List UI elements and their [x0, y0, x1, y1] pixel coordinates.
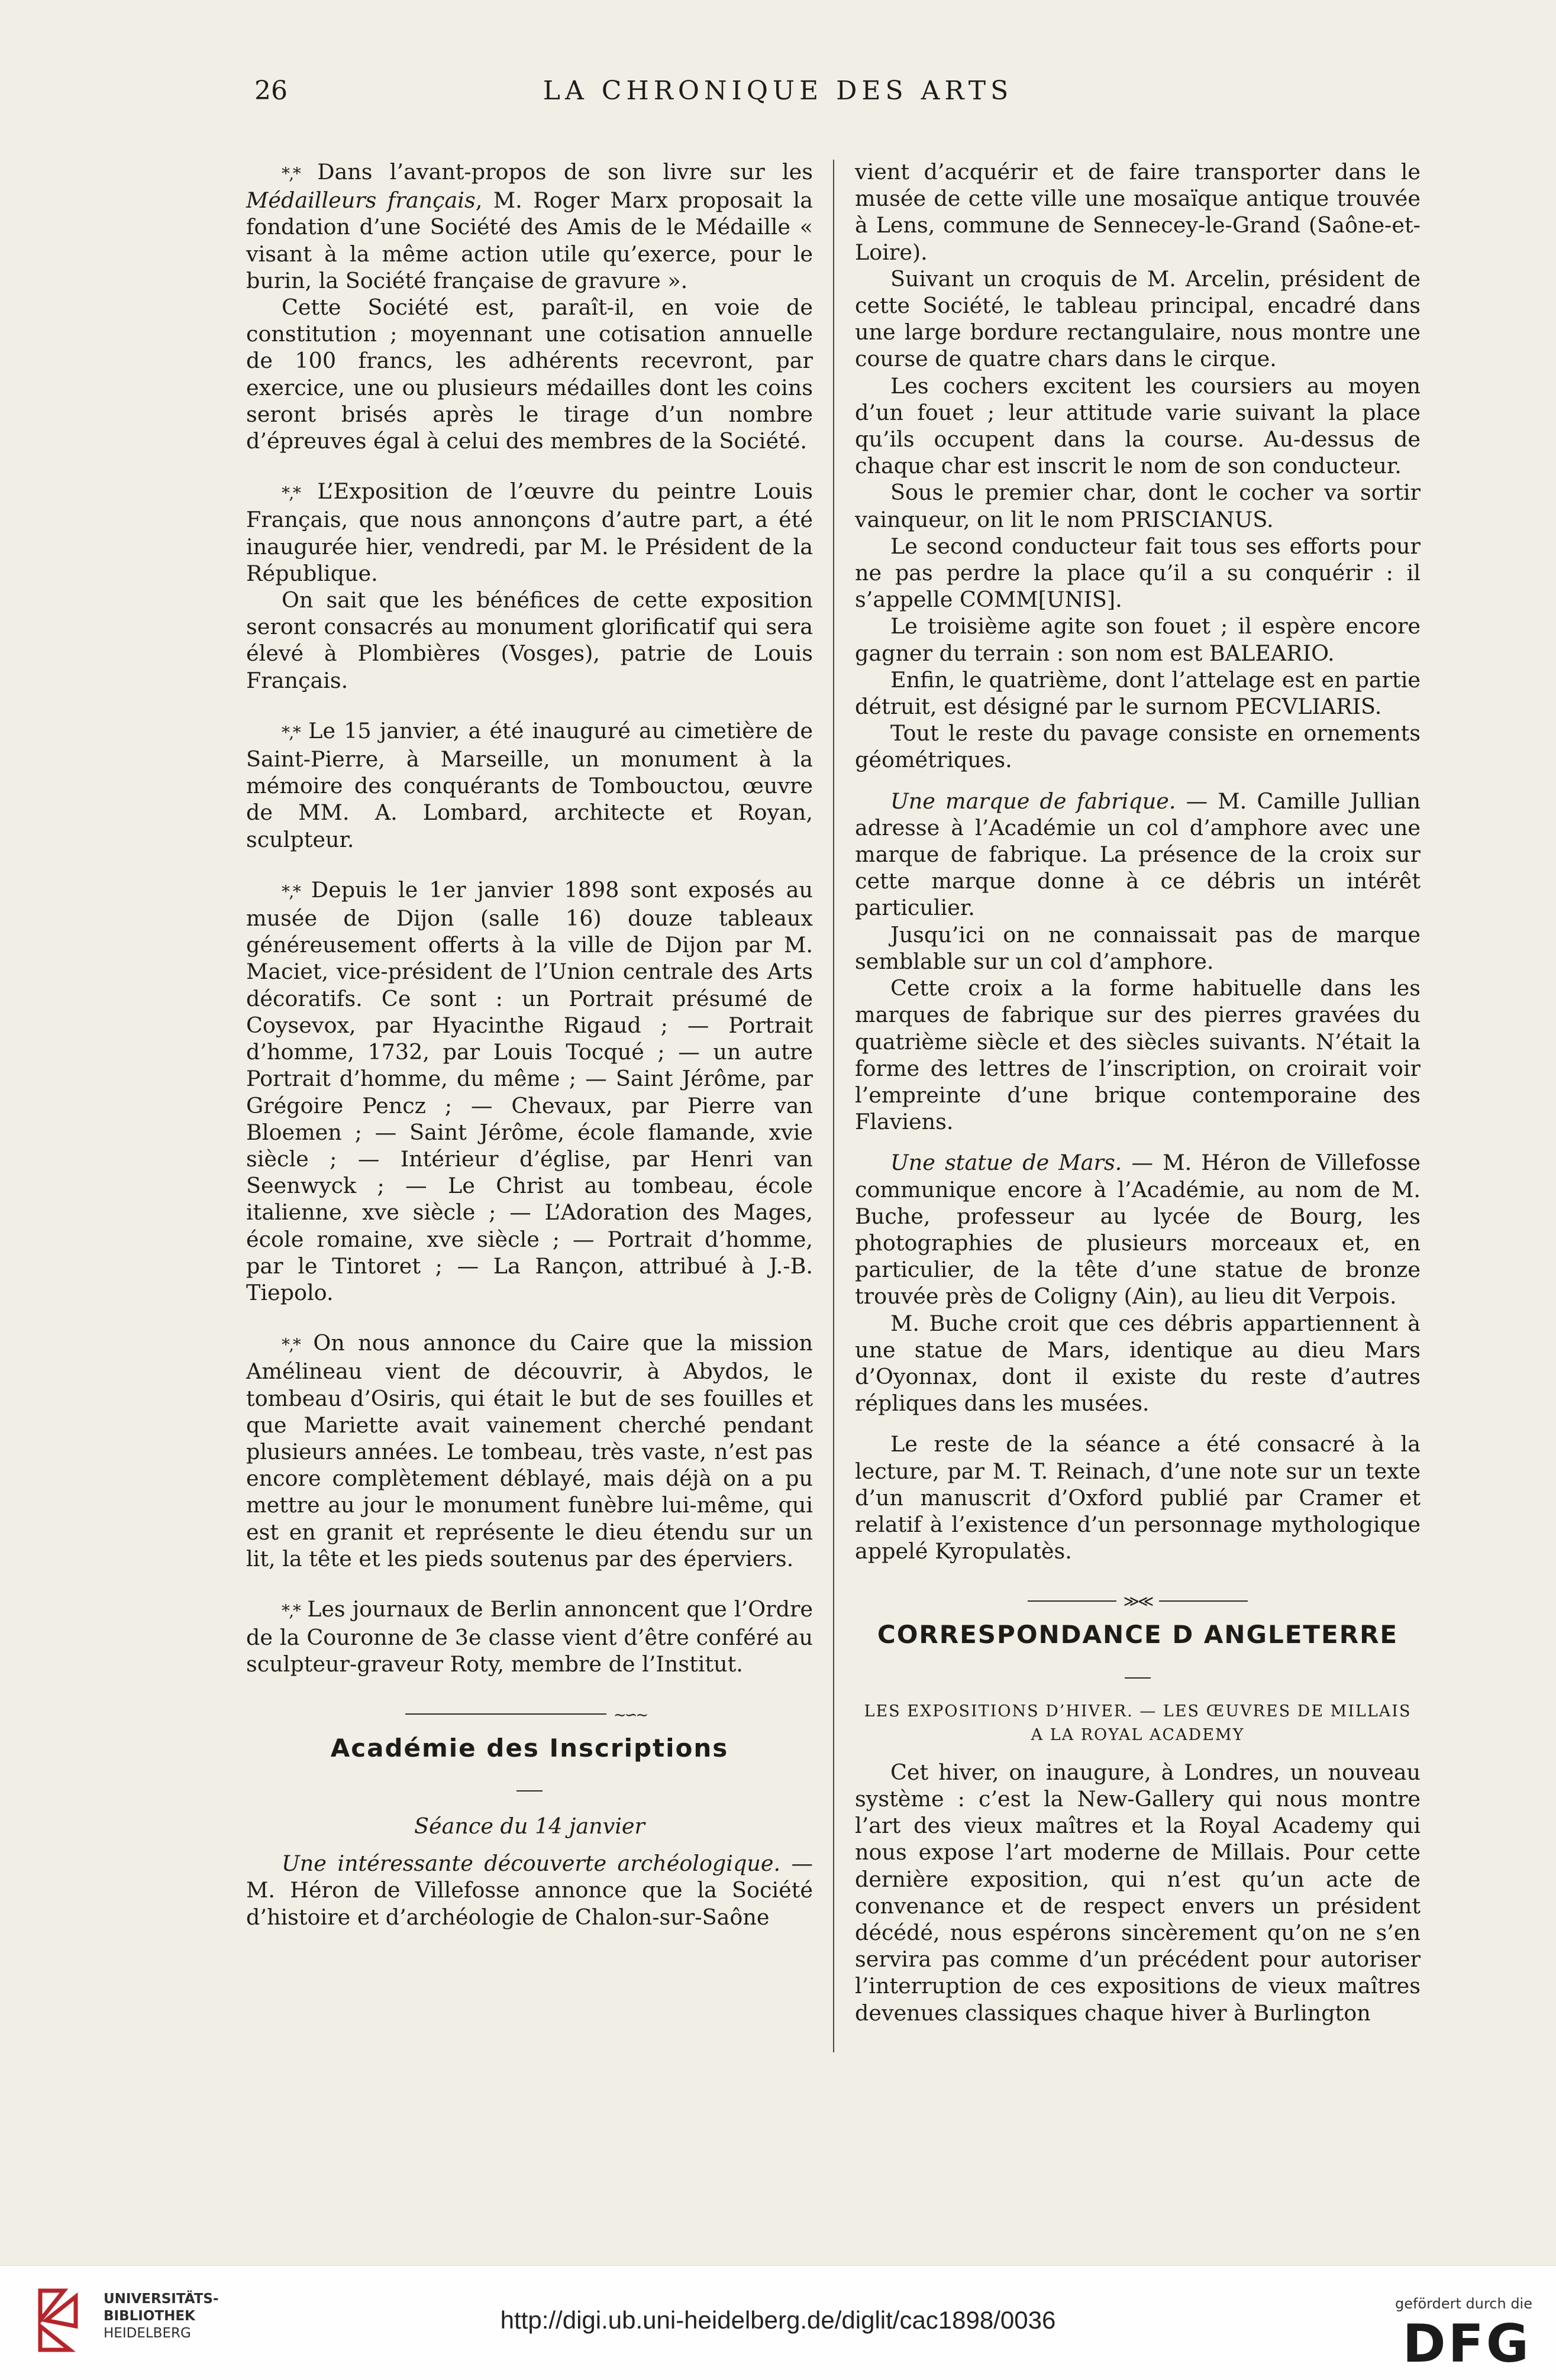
permalink-url[interactable]: http://digi.ub.uni-heidelberg.de/diglit/cac1898/0036 [500, 2306, 1056, 2334]
news-item: Sous le premier char, dont le cocher va sortir vainqueur, on lit le nom PRISCIANUS. [855, 480, 1421, 532]
asterism-icon: *‚* [282, 722, 300, 742]
asterism-icon: *‚* [282, 483, 300, 503]
news-item: *‚* Les journaux de Berlin annoncent que l’Ordre de la Couronne de 3e classe vient d’être conféré au sculpteur-graveur Roty, membre de l’Institut. [246, 1596, 813, 1677]
asterism-icon: *‚* [282, 1335, 300, 1355]
news-item: Jusqu’ici on ne connaissait pas de marque semblable sur un col d’amphore. [855, 921, 1421, 974]
asterism-icon: *‚* [282, 1600, 300, 1621]
news-item: Cet hiver, on inaugure, à Londres, un nouveau système : c’est la New-Gallery qui nous montre l’art des vieux maîtres et la Royal Academy qui nous expose l’art moderne de Millais. Pour cette dernière exposition, qui n’est qu’un acte de convenance et de respect envers un président décédé, nous espérons sincèrement qu’on ne s’en servira pas comme d’un précédent pour autoriser l’interruption de ces expositions de vieux maîtres devenues classiques chaque hiver à Burlington [855, 1759, 1421, 2026]
funded-by-label: gefördert durch die [1395, 2295, 1532, 2312]
ornament-divider: ≫≪ [855, 1586, 1421, 1603]
news-item: Une statue de Mars. — M. Héron de Villefosse communique encore à l’Académie, au nom de M. Buche, professeur au lycée de Bourg, les photographies de plusieurs morceaux et, en particulier, de la tête d’une statue de bronze trouvée près de Coligny (Ain), au lieu dit Verpois. [855, 1150, 1421, 1309]
section-title: Académie des Inscriptions [330, 1733, 729, 1763]
right-column [855, 159, 1421, 2026]
news-item: *‚* Le 15 janvier, a été inauguré au cimetière de Saint-Pierre, à Marseille, un monument à la mémoire des conquérants de Tombouctou, œuvre de MM. A. Lombard, architecte et Royan, sculpteur. [246, 717, 813, 852]
item-title: Une marque de fabrique. [890, 788, 1176, 814]
page-header [254, 76, 1302, 111]
news-item: On sait que les bénéfices de cette exposition seront consacrés au monument glorificatif qui sera élevé à Plombières (Vosges), patrie de Louis Français. [246, 587, 813, 693]
item-title: Une statue de Mars. [890, 1150, 1122, 1176]
left-column [246, 159, 813, 1930]
session-date: Séance du 14 janvier [414, 1813, 645, 1839]
asterism-icon: *‚* [282, 164, 300, 183]
news-item: Cette croix a la forme habituelle dans les marques de fabrique sur des pierres gravées du quatrième siècle et des siècles suivants. N’était la forme des lettres de l’inscription, on croirait voir l’empreinte d’une brique contemporaine des Flaviens. [855, 975, 1421, 1135]
short-rule [855, 1658, 1421, 1684]
asterism-icon: *‚* [282, 881, 300, 901]
item-title: Une intéressante découverte archéologique. [282, 1851, 781, 1877]
news-item: *‚* Dans l’avant-propos de son livre sur les Médailleurs français, M. Roger Marx proposait la fondation d’une Société des Amis de le Médaille « visant à la même action utile qu’exerce, pour le burin, la Société française de gravure ». [246, 159, 813, 293]
news-item: Enfin, le quatrième, dont l’attelage est en partie détruit, est désigné par le surnom PECVLIARIS. [855, 667, 1421, 720]
section-title: CORRESPONDANCE D ANGLETERRE [877, 1620, 1399, 1650]
news-item: M. Buche croit que ces débris appartiennent à une statue de Mars, identique au dieu Mars d’Oyonnax, dont il existe du reste d’autres répliques dans les musées. [855, 1310, 1421, 1417]
news-item: *‚* L’Exposition de l’œuvre du peintre Louis Français, que nous annonçons d’autre part, a été inaugurée hier, vendredi, par M. le Président de la République. [246, 478, 813, 586]
news-item: Une marque de fabrique. — M. Camille Jullian adresse à l’Académie un col d’amphore avec une marque de fabrique. La présence de la croix sur cette marque donne à ce débris un intérêt particulier. [855, 788, 1421, 921]
news-item: Le reste de la séance a été consacré à la lecture, par M. T. Reinach, d’une note sur un texte d’un manuscrit d’Oxford publié par Cramer et relatif à l’existence d’un personnage mythologique appelé Kyropulatès. [855, 1431, 1421, 1564]
news-item: Le second conducteur fait tous ses efforts pour ne pas perdre la place qu’il a su conquérir : il s’appelle COMM[UNIS]. [855, 533, 1421, 613]
news-item: *‚* Depuis le 1er janvier 1898 sont exposés au musée de Dijon (salle 16) douze tableaux généreusement offerts à la ville de Dijon par M. Maciet, vice-président de l’Union centrale des Arts décoratifs. Ce sont : un Portrait présumé de Coysevox, par Hyacinthe Rigaud ; — Portrait d’homme, 1732, par Louis Tocqué ; — un autre Portrait d’homme, du même ; — Saint Jérôme, par Grégoire Pencz ; — Chevaux, par Pierre van Bloemen ; — Saint Jérôme, école flamande, xvie siècle ; — Intérieur d’église, par Henri van Seenwyck ; — Le Christ au tombeau, école italienne, xve siècle ; — L’Adoration des Mages, école romaine, xve siècle ; — Portrait d’homme, par le Tintoret ; — La Rançon, attribué à J.-B. Tiepolo. [246, 877, 813, 1305]
page-number: 26 [254, 76, 288, 106]
news-item: Le troisième agite son fouet ; il espère encore gagner du terrain : son nom est BALEARIO. [855, 613, 1421, 666]
news-item: vient d’acquérir et de faire transporter dans le musée de cette ville une mosaïque antique trouvée à Lens, commune de Sennecey-le-Grand (Saône-et-Loire). [855, 159, 1421, 265]
book-title: Médailleurs français [246, 187, 476, 214]
dfg-logo: DFG [1402, 2313, 1531, 2374]
news-item: Tout le reste du pavage consiste en ornements géométriques. [855, 720, 1421, 773]
ornament-divider: ~∽~ [246, 1699, 813, 1717]
digitization-footer [0, 2265, 1556, 2380]
running-title: LA CHRONIQUE DES ARTS [543, 76, 1013, 106]
news-item: Suivant un croquis de M. Arcelin, président de cette Société, le tableau principal, encadré dans une large bordure rectangulaire, nous montre une course de quatre chars dans le cirque. [855, 266, 1421, 372]
section-subhead: LES EXPOSITIONS D’HIVER. — LES ŒUVRES DE MILLAIS A LA ROYAL ACADEMY [864, 1702, 1412, 1744]
short-rule [246, 1771, 813, 1797]
university-library-name: UNIVERSITÄTS- BIBLIOTHEK HEIDELBERG [104, 2291, 219, 2341]
news-item: Les cochers excitent les coursiers au moyen d’un fouet ; leur attitude varie suivant la place qu’ils occupent dans la course. Au-dessus de chaque char est inscrit le nom de son conducteur. [855, 373, 1421, 479]
news-item: Une intéressante découverte archéologique. — M. Héron de Villefosse annonce que la Société d’histoire et d’archéologie de Chalon-sur-Saône [246, 1851, 813, 1930]
news-item: Cette Société est, paraît-il, en voie de constitution ; moyennant une cotisation annuelle de 100 francs, les adhérents recevront, par exercice, une ou plusieurs médailles dont les coins seront brisés après le tirage d’un nombre d’épreuves égal à celui des membres de la Société. [246, 295, 813, 454]
news-item: *‚* On nous annonce du Caire que la mission Amélineau vient de découvrir, à Abydos, le tombeau d’Osiris, qui était le but de ses fouilles et que Mariette avait vainement cherché pendant plusieurs années. Le tombeau, très vaste, n’est pas encore complètement déblayé, mais déjà on a pu mettre au jour le monument funèbre lui-même, qui est en granit et représente le dieu étendu sur un lit, la tête et les pieds soutenus par des éperviers. [246, 1330, 813, 1571]
column-rule [833, 160, 834, 2052]
